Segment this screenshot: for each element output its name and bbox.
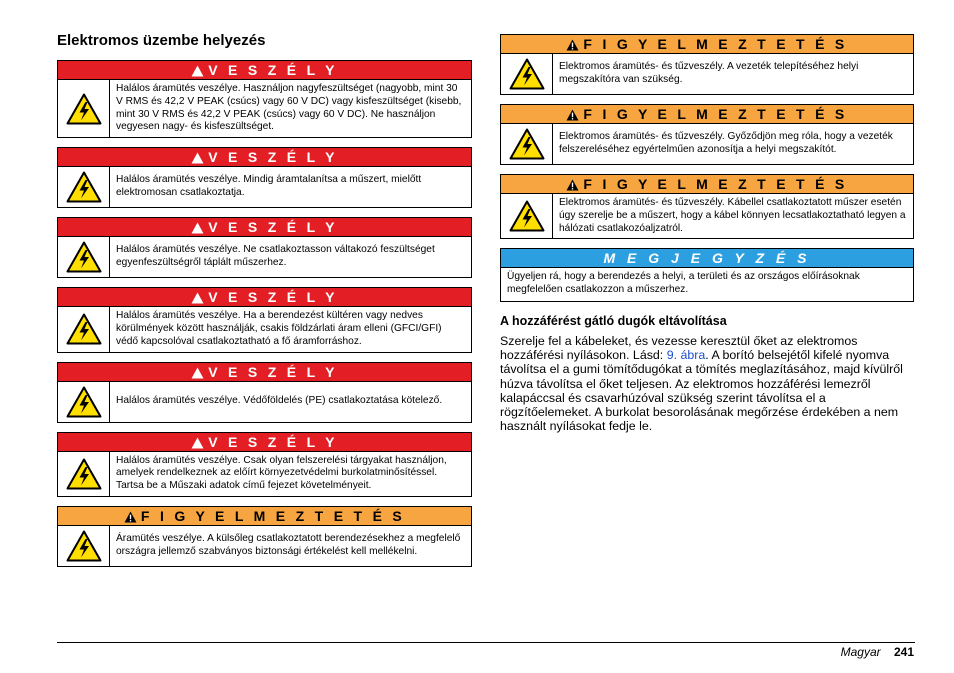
danger-header [58, 433, 471, 452]
footer-divider [57, 642, 915, 643]
warning-triangle-icon [191, 220, 204, 238]
warning-triangle-icon [191, 63, 204, 81]
warning-triangle-icon [191, 435, 204, 453]
warning-triangle-icon [191, 290, 204, 308]
warning-label: F I G Y E L M E Z T E T É S [140, 507, 406, 524]
danger-label: V E S Z É L Y [208, 62, 338, 78]
page-footer [841, 645, 914, 659]
warning-box [500, 34, 914, 95]
note-header: M E G J E G Y Z É S [501, 249, 913, 268]
instructions-paragraph [500, 334, 914, 433]
warning-triangle-icon [191, 150, 204, 168]
warning-triangle-icon [566, 37, 579, 55]
electrical-hazard-icon [58, 526, 110, 566]
subsection-heading: A hozzáférést gátló dugók eltávolítása [500, 313, 727, 328]
warning-text: Áramütés veszélye. A külsőleg csatlakoztatott berendezésekhez a megfelelő országra jellemző szabványos biztonsági értékelést kell mellékelni. [116, 533, 461, 557]
danger-box [57, 60, 472, 138]
section-title: Elektromos üzembe helyezés [57, 32, 266, 49]
warning-triangle-icon [191, 365, 204, 383]
danger-label: V E S Z É L Y [208, 219, 338, 236]
warning-header [501, 35, 913, 54]
danger-text: Halálos áramütés veszélye. Mindig áramtalanítsa a műszert, mielőtt elektromosan csatlakoztatja. [116, 174, 422, 199]
note-box [500, 248, 914, 302]
danger-text: Halálos áramütés veszélye. Ha a berendezést kültéren vagy nedves körülmények között használják, csakis földzárlati áram elleni (GFCI/GFI) védő kapcsolóval csatlakoztatható a fő áramforráshoz. [116, 310, 442, 347]
danger-label: V E S Z É L Y [208, 363, 338, 380]
left-hazard-list [57, 60, 472, 567]
warning-triangle-icon [566, 107, 579, 125]
warning-header [58, 507, 471, 526]
danger-text: Halálos áramütés veszélye. Csak olyan felszerelési tárgyakat használjon, amelyek rendelkeznek az előírt környezetvédelmi burkolatminősítéssel. Tartsa be a Műszaki adatok című fejezet követelményeit. [116, 454, 447, 492]
electrical-hazard-icon [501, 124, 553, 164]
paragraph-text-1: Szerelje fel a kábeleket, és vezesse keresztül őket az elektromos hozzáférési nyílásokon. Lásd: [500, 333, 858, 363]
danger-label: V E S Z É L Y [208, 149, 338, 166]
footer-language: Magyar [840, 645, 881, 659]
page-number: 241 [893, 645, 914, 659]
warning-label: F I G Y E L M E Z T E T É S [583, 106, 848, 122]
warning-label: F I G Y E L M E Z T E T É S [583, 176, 848, 192]
danger-text: Halálos áramütés veszélye. Használjon nagyfeszültséget (nagyobb, mint 30 V RMS és 42,2 V PEAK (csúcs) vagy 60 V DC) vagy kisfeszültséget (kisebb, mint 30 V RMS és 42,2 V PEAK (csúcs) vagy 60 V DC). Ne használjon vegyesen nagy- és kisfeszültséget. [116, 83, 462, 133]
warning-triangle-icon [566, 177, 579, 195]
danger-box [57, 287, 472, 352]
danger-text: Halálos áramütés veszélye. Védőföldelés (PE) csatlakoztatása kötelező. [116, 395, 443, 407]
danger-box [57, 217, 472, 278]
warning-text: Elektromos áramütés- és tűzveszély. A vezeték telepítéséhez helyi megszakítóra van szükség. [559, 61, 859, 85]
right-column [500, 34, 914, 433]
electrical-hazard-icon [58, 452, 110, 496]
figure-link[interactable]: 9. ábra [666, 348, 706, 363]
electrical-hazard-icon [58, 237, 110, 277]
warning-header [501, 175, 913, 194]
danger-label: V E S Z É L Y [208, 433, 338, 450]
warning-box [500, 104, 914, 165]
danger-header [58, 218, 471, 237]
danger-box [57, 147, 472, 208]
danger-header [58, 363, 471, 382]
electrical-hazard-icon [58, 307, 110, 351]
left-column [57, 30, 472, 576]
danger-header [58, 288, 471, 307]
paragraph-text-2: . A borító belsejétől kifelé nyomva távolítsa el a gumi tömítődugókat a tömítés meglazításához, majd kívülről húzva távolítsa el őket teljesen. Az elektromos hozzáférési lemezről kalapáccsal és csavarhúzóval szükség szerint távolítsa el a rögzítőelemeket. A burkolat besorolásának megőrzése érdekében a nem használt nyílásokat fedje le. [500, 348, 903, 434]
note-text: Ügyeljen rá, hogy a berendezés a helyi, a területi és az országos előírásoknak megfelelően csatlakozzon a műszerhez. [507, 271, 860, 296]
danger-box [57, 362, 472, 423]
danger-header [58, 148, 471, 167]
warning-label: F I G Y E L M E Z T E T É S [583, 36, 848, 52]
electrical-hazard-icon [501, 54, 553, 94]
electrical-hazard-icon [58, 382, 110, 422]
warning-box [500, 174, 914, 239]
electrical-hazard-icon [501, 194, 553, 238]
warning-text: Elektromos áramütés- és tűzveszély. Győződjön meg róla, hogy a vezeték felszereléséhez egyértelműen azonosítja a helyi megszakítót. [559, 131, 893, 155]
danger-box [57, 432, 472, 497]
warning-triangle-icon [124, 509, 137, 527]
electrical-hazard-icon [58, 80, 110, 137]
danger-header [58, 61, 471, 80]
danger-text: Halálos áramütés veszélye. Ne csatlakoztasson váltakozó feszültséget egyenfeszültségről táplált műszerhez. [116, 244, 435, 269]
danger-label: V E S Z É L Y [208, 289, 338, 306]
electrical-hazard-icon [58, 167, 110, 207]
warning-box [57, 506, 472, 567]
warning-header [501, 105, 913, 124]
warning-text: Elektromos áramütés- és tűzveszély. Kábellel csatlakoztatott műszer esetén úgy szerelje be a műszert, hogy a kábel könnyen lecsatlakoztatható legyen a hálózati csatlakozóaljzatról. [559, 197, 906, 234]
right-hazard-list [500, 34, 914, 239]
